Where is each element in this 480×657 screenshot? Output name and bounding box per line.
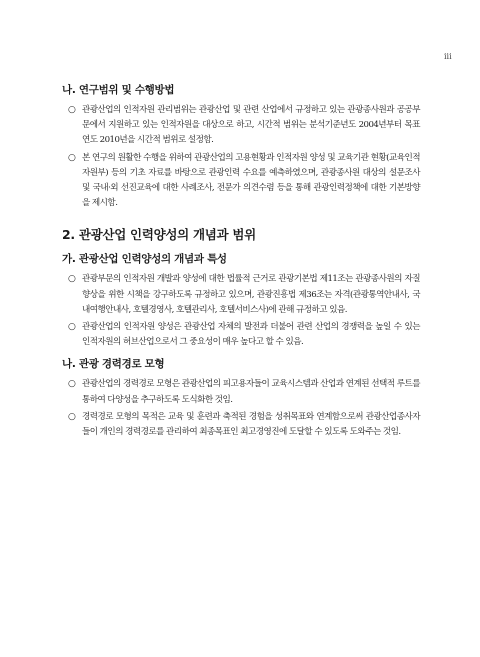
- list-item: ○ 관광산업의 경력경로 모형은 관광산업의 피고용자들이 교육시스템과 산업과 연계된 선택적 루트를 통하여 다양성을 추구하도록 도식화한 것임.: [68, 379, 420, 405]
- list-item: ○ 관광산업의 인적자원 양성은 관광산업 자체의 발전과 더불어 관련 산업의 경쟁력을 높일 수 있는 인적자원의 허브산업으로서 그 중요성이 매우 높다고 할 수 있음.: [68, 322, 420, 348]
- bullet-list-concept-characteristics: [62, 272, 420, 350]
- list-item: ○ 경력경로 모형의 목적은 교육 및 훈련과 축적된 경험을 성취목표와 연계함으로써 관광산업종사자들이 개인의 경력경로를 관리하여 최종목표인 최고경영진에 도달할 수 있도록 도와주는 것임.: [68, 411, 420, 438]
- chapter-heading-concept-scope: 2. 관광산업 인력양성의 개념과 범위: [62, 227, 256, 243]
- circle-bullet-icon: ○: [68, 274, 76, 285]
- bullet-list-career-path: [62, 377, 420, 440]
- document-body: [62, 82, 420, 442]
- list-item: ○ 관광부문의 인적자원 개발과 양성에 대한 법률적 근거로 관광기본법 제11조는 관광종사원의 자질향상을 위한 시책을 강구하도록 규정하고 있으며, 관광진흥법 제36조는 자격(관광통역안내사, 국내여행안내사, 호텔경영사, 호텔관리사, 호텔서비스사)에 관해 규정하고 있음.: [68, 274, 420, 315]
- section-heading-concept-characteristics: 가. 관광산업 인력양성의 개념과 특성: [62, 253, 227, 266]
- circle-bullet-icon: ○: [68, 152, 76, 163]
- circle-bullet-icon: ○: [68, 105, 76, 115]
- circle-bullet-icon: ○: [68, 379, 76, 390]
- circle-bullet-icon: ○: [68, 411, 76, 422]
- list-item: ○ 관광산업의 인적자원 관리범위는 관광산업 및 관련 산업에서 규정하고 있는 관광종사원과 공공부문에서 지원하고 있는 인적자원을 대상으로 하고, 시간적 범위는 분석기준년도 2004년부터 목표연도 2010년을 시간적 범위로 설정함.: [68, 105, 420, 146]
- section-heading-career-path: 나. 관광 경력경로 모형: [62, 358, 165, 371]
- section-heading-research-scope: 나. 연구범위 및 수행방법: [62, 84, 175, 96]
- list-item: ○ 본 연구의 원활한 수행을 위하여 관광산업의 고용현황과 인적자원 양성 및 교육기관 현황(교육인적자원부) 등의 기초 자료를 바탕으로 관광인력 수요를 예측하였으며, 관광종사원 대상의 설문조사 및 국내·외 선진교육에 대한 사례조사, 전문가 의견수렴 등을 통해 관광인력정책에 대한 기본방향을 제시함.: [68, 152, 420, 209]
- bullet-list-research-scope: [62, 103, 420, 211]
- page-number: iii: [444, 52, 452, 61]
- circle-bullet-icon: ○: [68, 322, 76, 333]
